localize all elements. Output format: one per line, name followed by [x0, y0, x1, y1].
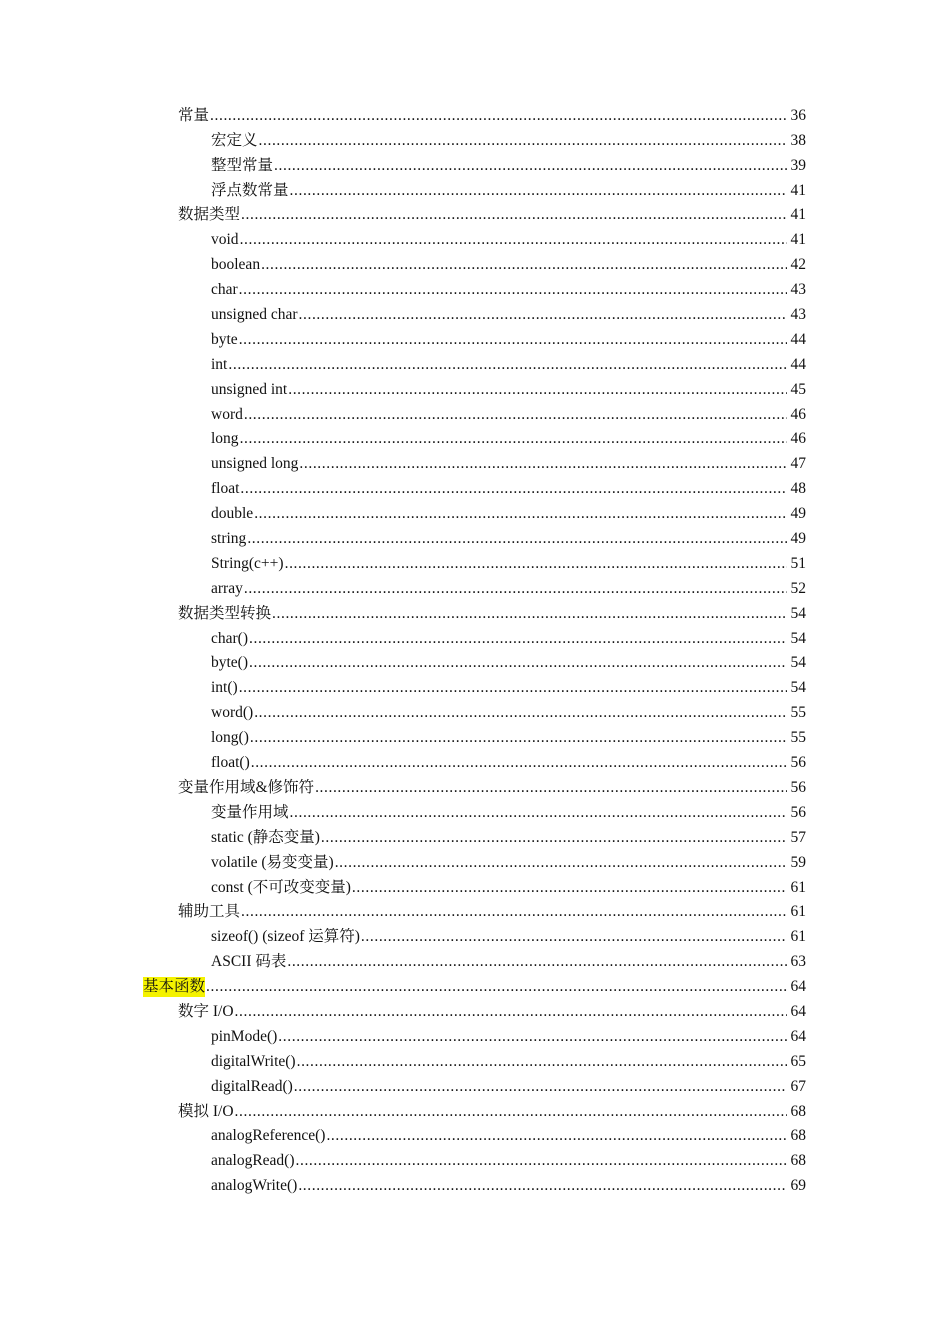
toc-entry[interactable] [0, 947, 950, 972]
toc-entry-title: word() [211, 704, 254, 722]
toc-entry[interactable] [0, 972, 950, 997]
toc-page-number: 68 [790, 1127, 806, 1145]
toc-page-number: 54 [790, 629, 806, 647]
toc-entry[interactable] [0, 524, 950, 549]
toc-entry[interactable] [0, 176, 950, 201]
toc-entry-title: unsigned int [211, 380, 288, 398]
toc-page-number: 56 [790, 803, 806, 821]
toc-page-number: 54 [790, 654, 806, 672]
toc-dot-leader [254, 504, 787, 524]
toc-entry[interactable] [0, 898, 950, 923]
toc-entry[interactable] [0, 574, 950, 599]
toc-entry-title: static (静态变量) [211, 828, 320, 846]
toc-page-number: 38 [790, 131, 806, 149]
toc-entry-title: unsigned long [211, 455, 299, 473]
toc-page-number: 41 [790, 206, 806, 224]
toc-dot-leader [239, 330, 787, 350]
toc-dot-leader [239, 678, 787, 698]
toc-page-number: 51 [790, 554, 806, 572]
toc-entry-title: analogWrite() [211, 1177, 298, 1195]
toc-entry[interactable] [0, 1146, 950, 1171]
toc-page-number: 46 [790, 405, 806, 423]
toc-entry[interactable] [0, 1072, 950, 1097]
toc-entry-title: volatile (易变变量) [211, 853, 334, 871]
toc-page-number: 68 [790, 1152, 806, 1170]
toc-dot-leader [296, 1151, 788, 1171]
toc-entry-title: 模拟 I/O [178, 1102, 234, 1120]
toc-entry[interactable] [0, 673, 950, 698]
toc-entry[interactable] [0, 474, 950, 499]
toc-page-number: 67 [790, 1077, 806, 1095]
toc-page-number: 61 [790, 878, 806, 896]
toc-entry-title: word [211, 405, 243, 423]
toc-page-number: 65 [790, 1052, 806, 1070]
toc-dot-leader [261, 255, 787, 275]
toc-dot-leader [249, 629, 787, 649]
toc-dot-leader [240, 230, 787, 250]
toc-entry[interactable] [0, 400, 950, 425]
toc-page-number: 69 [790, 1177, 806, 1195]
toc-dot-leader [299, 454, 787, 474]
toc-entry-title: long [211, 430, 239, 448]
toc-entry-title: float() [211, 754, 250, 772]
toc-entry[interactable] [0, 649, 950, 674]
toc-page-number: 41 [790, 231, 806, 249]
toc-entry-title: digitalWrite() [211, 1052, 296, 1070]
toc-entry[interactable] [0, 873, 950, 898]
toc-page-number: 46 [790, 430, 806, 448]
toc-dot-leader [297, 1052, 787, 1072]
toc-page-number: 68 [790, 1102, 806, 1120]
toc-dot-leader [241, 902, 787, 922]
toc-entry[interactable] [0, 425, 950, 450]
toc-entry[interactable] [0, 201, 950, 226]
toc-entry[interactable] [0, 375, 950, 400]
toc-dot-leader [235, 1102, 787, 1122]
toc-dot-leader [321, 828, 787, 848]
toc-dot-leader [298, 1176, 787, 1196]
toc-dot-leader [278, 1027, 787, 1047]
toc-entry[interactable] [0, 101, 950, 126]
toc-entry-title: char() [211, 629, 248, 647]
toc-dot-leader [251, 753, 787, 773]
toc-entry-title: pinMode() [211, 1027, 278, 1045]
toc-entry[interactable] [0, 848, 950, 873]
toc-page-number: 59 [790, 853, 806, 871]
toc-entry-title: 宏定义 [211, 131, 258, 149]
toc-entry[interactable] [0, 250, 950, 275]
table-of-contents [0, 101, 950, 1196]
toc-entry-title: 常量 [178, 106, 210, 124]
toc-page-number: 44 [790, 355, 806, 373]
toc-entry-title: long() [211, 729, 249, 747]
toc-entry-title: float [211, 480, 240, 498]
toc-entry[interactable] [0, 798, 950, 823]
toc-dot-leader [244, 405, 787, 425]
toc-page-number: 64 [790, 1027, 806, 1045]
toc-dot-leader [240, 429, 787, 449]
toc-entry-title: int [211, 355, 228, 373]
toc-dot-leader [228, 355, 787, 375]
toc-entry[interactable] [0, 823, 950, 848]
toc-dot-leader [250, 728, 787, 748]
toc-page-number: 64 [790, 1002, 806, 1020]
toc-dot-leader [294, 1077, 787, 1097]
toc-entry-title: char [211, 281, 238, 299]
toc-dot-leader [335, 853, 787, 873]
toc-entry-title: 变量作用域 [211, 803, 289, 821]
toc-page-number: 48 [790, 480, 806, 498]
toc-dot-leader [299, 305, 787, 325]
toc-page-number: 41 [790, 181, 806, 199]
toc-page-number: 49 [790, 530, 806, 548]
toc-page-number: 36 [790, 106, 806, 124]
toc-page-number: 43 [790, 281, 806, 299]
toc-dot-leader [240, 479, 787, 499]
toc-entry-title: ASCII 码表 [211, 953, 287, 971]
toc-dot-leader [287, 952, 787, 972]
toc-page-number: 61 [790, 903, 806, 921]
toc-entry-title: 数据类型 [178, 206, 241, 224]
toc-entry-title: unsigned char [211, 306, 298, 324]
toc-dot-leader [254, 703, 787, 723]
toc-entry-title: 变量作用域&修饰符 [178, 778, 315, 796]
toc-entry-title: sizeof() (sizeof 运算符) [211, 928, 360, 946]
toc-entry[interactable] [0, 748, 950, 773]
toc-dot-leader [235, 1002, 787, 1022]
toc-entry-title: 数据类型转换 [178, 604, 272, 622]
toc-entry[interactable] [0, 449, 950, 474]
toc-entry-title: String(c++) [211, 554, 284, 572]
toc-entry-title: 浮点数常量 [211, 181, 289, 199]
toc-dot-leader [206, 977, 787, 997]
toc-entry[interactable] [0, 300, 950, 325]
toc-page-number: 47 [790, 455, 806, 473]
toc-entry[interactable] [0, 922, 950, 947]
toc-entry-title: 辅助工具 [178, 903, 241, 921]
toc-entry-title: 基本函数 [143, 978, 206, 996]
toc-entry[interactable] [0, 275, 950, 300]
toc-entry[interactable] [0, 1097, 950, 1122]
toc-entry[interactable] [0, 126, 950, 151]
toc-entry[interactable] [0, 499, 950, 524]
toc-page-number: 64 [790, 978, 806, 996]
toc-page-number: 44 [790, 330, 806, 348]
toc-dot-leader [259, 131, 787, 151]
toc-page-number: 57 [790, 828, 806, 846]
toc-entry-title: string [211, 530, 247, 548]
toc-dot-leader [244, 579, 787, 599]
toc-dot-leader [290, 181, 787, 201]
toc-entry[interactable] [0, 1171, 950, 1196]
toc-dot-leader [210, 106, 787, 126]
toc-entry-title: analogReference() [211, 1127, 326, 1145]
toc-entry-title: void [211, 231, 239, 249]
toc-entry[interactable] [0, 624, 950, 649]
toc-entry[interactable] [0, 549, 950, 574]
toc-entry[interactable] [0, 698, 950, 723]
toc-entry[interactable] [0, 723, 950, 748]
toc-page-number: 49 [790, 505, 806, 523]
toc-entry-title: digitalRead() [211, 1077, 293, 1095]
toc-entry-title: 数字 I/O [178, 1002, 234, 1020]
toc-dot-leader [326, 1126, 787, 1146]
toc-entry[interactable] [0, 773, 950, 798]
toc-page-number: 45 [790, 380, 806, 398]
toc-entry[interactable] [0, 1047, 950, 1072]
toc-dot-leader [352, 878, 787, 898]
toc-entry-title: boolean [211, 256, 261, 274]
toc-page-number: 61 [790, 928, 806, 946]
toc-dot-leader [274, 156, 787, 176]
toc-entry-title: 整型常量 [211, 156, 274, 174]
toc-page-number: 63 [790, 953, 806, 971]
toc-entry[interactable] [0, 225, 950, 250]
toc-page-number: 55 [790, 704, 806, 722]
toc-dot-leader [249, 653, 787, 673]
toc-entry[interactable] [0, 997, 950, 1022]
toc-dot-leader [241, 205, 787, 225]
toc-dot-leader [290, 803, 787, 823]
toc-entry[interactable] [0, 1022, 950, 1047]
toc-entry[interactable] [0, 325, 950, 350]
toc-entry-title: const (不可改变变量) [211, 878, 351, 896]
toc-page-number: 52 [790, 579, 806, 597]
toc-page-number: 54 [790, 604, 806, 622]
toc-entry[interactable] [0, 599, 950, 624]
toc-entry-title: int() [211, 679, 238, 697]
toc-dot-leader [288, 380, 787, 400]
toc-page-number: 56 [790, 754, 806, 772]
toc-entry[interactable] [0, 350, 950, 375]
toc-entry-title: byte [211, 330, 238, 348]
toc-entry-title: array [211, 579, 243, 597]
toc-page-number: 55 [790, 729, 806, 747]
toc-entry-title: byte() [211, 654, 249, 672]
toc-dot-leader [315, 778, 787, 798]
toc-dot-leader [247, 529, 787, 549]
toc-entry-title: double [211, 505, 254, 523]
toc-dot-leader [361, 927, 787, 947]
toc-dot-leader [239, 280, 787, 300]
toc-page-number: 42 [790, 256, 806, 274]
toc-page-number: 39 [790, 156, 806, 174]
toc-entry-title: analogRead() [211, 1152, 295, 1170]
toc-page-number: 54 [790, 679, 806, 697]
toc-entry[interactable] [0, 151, 950, 176]
toc-dot-leader [285, 554, 787, 574]
toc-entry[interactable] [0, 1122, 950, 1147]
toc-dot-leader [272, 604, 787, 624]
toc-page-number: 43 [790, 306, 806, 324]
toc-page-number: 56 [790, 778, 806, 796]
